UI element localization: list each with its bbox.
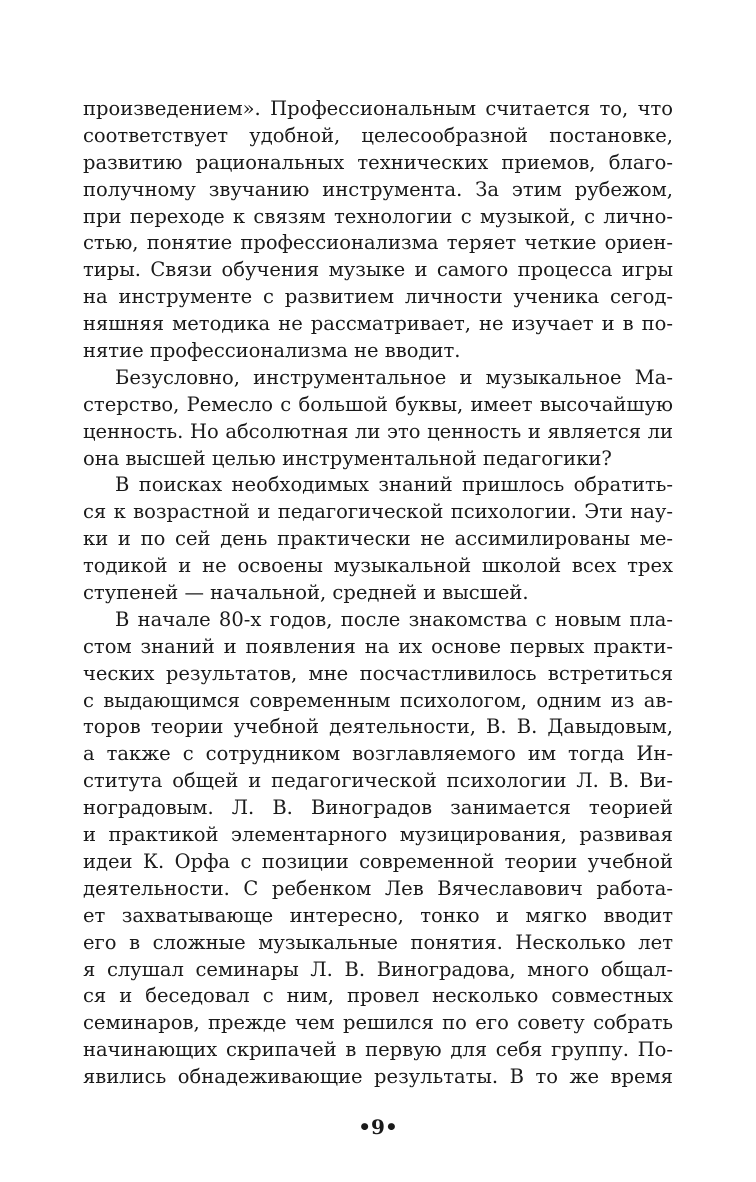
text-line: стерство, Ремесло с большой буквы, имеет высочайшую — [83, 392, 673, 416]
paragraph-1 — [83, 96, 673, 365]
paragraph-4 — [83, 607, 673, 1091]
text-line: В начале 80-х годов, после знакомства с новым пла- — [115, 607, 673, 631]
text-line: В поисках необходимых знаний пришлось обратить- — [115, 473, 673, 497]
text-line: стом знаний и появления на их основе первых практи- — [83, 634, 673, 658]
text-line: ститута общей и педагогической психологии Л. В. Ви- — [83, 769, 673, 793]
text-line: ценность. Но абсолютная ли это ценность и является ли — [83, 419, 673, 443]
text-line: соответствует удобной, целесообразной постановке, — [83, 123, 673, 147]
text-line: тодикой и не освоены музыкальной школой всех трех — [83, 554, 673, 578]
text-line: на инструменте с развитием личности ученика сегод- — [83, 285, 673, 309]
page-number: •9• — [358, 1115, 398, 1139]
text-line: при переходе к связям технологии с музыкой, с лично- — [83, 204, 673, 228]
text-line: торов теории учебной деятельности, В. В. Давыдовым, — [83, 715, 673, 739]
text-line: она высшей целью инструментальной педагогики? — [83, 446, 612, 470]
text-line: я слушал семинары Л. В. Виноградова, много общал- — [83, 957, 673, 981]
paragraph-2 — [83, 365, 673, 473]
text-line: ся к возрастной и педагогической психологии. Эти нау- — [83, 500, 673, 524]
text-line: тиры. Связи обучения музыке и самого процесса игры — [83, 258, 673, 282]
text-line: явились обнадеживающие результаты. В то же время — [83, 1065, 673, 1089]
text-line: развитию рациональных технических приемов, благо- — [83, 150, 673, 174]
text-line: няшняя методика не рассматривает, не изучает и в по- — [83, 312, 673, 336]
text-line: ноградовым. Л. В. Виноградов занимается теорией — [83, 796, 673, 820]
page-body — [83, 96, 673, 1091]
text-line: его в сложные музыкальные понятия. Несколько лет — [83, 930, 673, 954]
text-line: ческих результатов, мне посчастливилось встретиться — [83, 661, 673, 685]
text-line: начинающих скрипачей в первую для себя группу. По- — [83, 1038, 673, 1062]
text-line: ступеней — начальной, средней и высшей. — [83, 581, 529, 605]
text-line: произведением». Профессиональным считается то, что — [83, 97, 673, 120]
text-line: идеи К. Орфа с позиции современной теории учебной — [83, 849, 673, 873]
text-line: получному звучанию инструмента. За этим рубежом, — [83, 177, 673, 201]
text-line: ся и беседовал с ним, провел несколько совместных — [83, 984, 673, 1008]
paragraph-3 — [83, 472, 673, 606]
text-line: ки и по сей день практически не ассимилированы ме- — [83, 527, 673, 551]
text-line: нятие профессионализма не вводит. — [83, 339, 461, 363]
text-line: деятельности. С ребенком Лев Вячеславович работа- — [83, 876, 673, 900]
text-line: семинаров, прежде чем решился по его совету собрать — [83, 1011, 673, 1035]
text-line: стью, понятие профессионализма теряет четкие ориен- — [83, 231, 673, 255]
text-line: и практикой элементарного музицирования, развивая — [83, 823, 673, 847]
text-line: а также с сотрудником возглавляемого им тогда Ин- — [83, 742, 673, 766]
text-line: ет захватывающе интересно, тонко и мягко вводит — [83, 903, 673, 927]
text-line: с выдающимся современным психологом, одним из ав- — [83, 688, 673, 712]
text-line: Безусловно, инструментальное и музыкальное Ма- — [115, 365, 673, 389]
